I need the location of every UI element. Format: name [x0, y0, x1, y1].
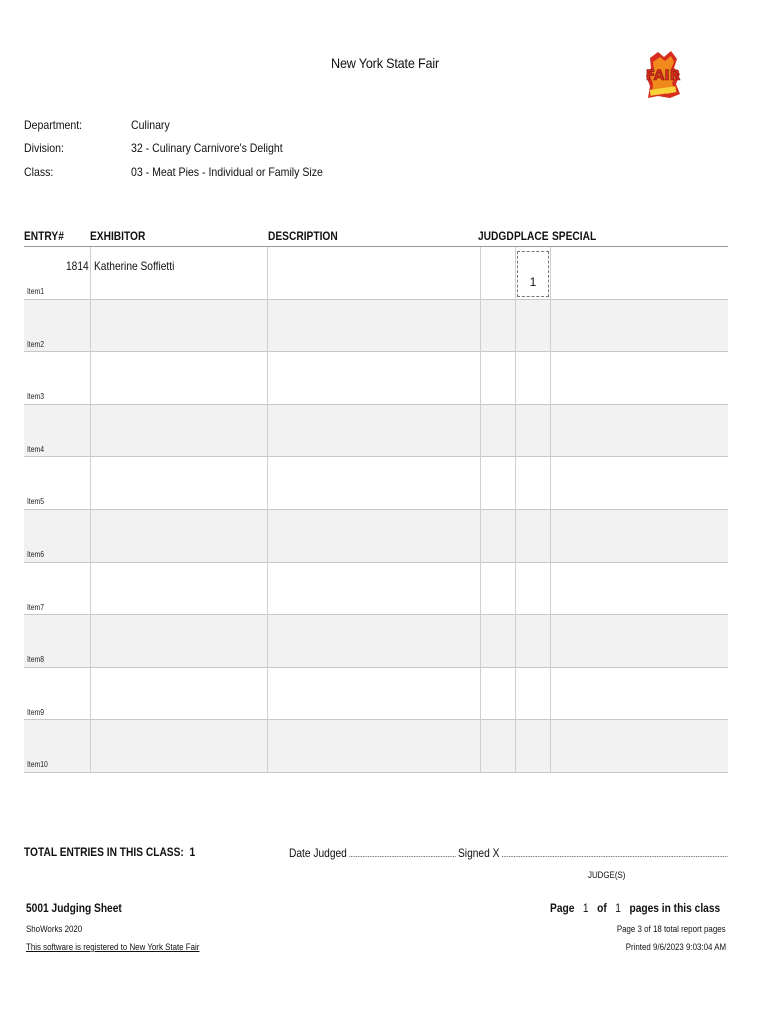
page-total: 1: [615, 901, 621, 915]
table-row: [24, 457, 728, 510]
total-label: TOTAL ENTRIES IN THIS CLASS:: [24, 845, 184, 859]
table-row: [24, 563, 728, 616]
total-entries-label: [24, 845, 195, 859]
division-value: 32 - Culinary Carnivore's Delight: [131, 141, 283, 155]
column-divider: [267, 247, 268, 773]
total-value: 1: [189, 845, 196, 859]
table-row: [24, 668, 728, 721]
item-label: Item7: [27, 602, 45, 612]
registration-note: This software is registered to New York State Fair: [26, 942, 200, 952]
column-divider: [515, 247, 516, 773]
item-label: Item2: [27, 339, 45, 349]
pages-in-class: pages in this class: [629, 901, 720, 915]
table-row: [24, 352, 728, 405]
table-row: [24, 300, 728, 353]
col-judgd: JUDGD: [478, 229, 514, 243]
column-divider: [90, 247, 91, 773]
table-row: [24, 405, 728, 458]
place-value: [517, 251, 549, 297]
exhibitor-name: Katherine Soffietti: [94, 259, 175, 273]
department-label: Department:: [24, 118, 83, 132]
date-judged-line[interactable]: [350, 856, 456, 857]
sheet-title: 5001 Judging Sheet: [26, 901, 122, 915]
item-label: Item10: [27, 760, 48, 770]
fair-logo-icon: [644, 50, 682, 100]
item-label: Item9: [27, 707, 45, 717]
judges-label: JUDGE(S): [588, 870, 626, 880]
class-value: 03 - Meat Pies - Individual or Family Size: [131, 165, 323, 179]
svg-text:FAIR: FAIR: [645, 68, 681, 84]
department-value: Culinary: [131, 118, 170, 132]
printed-timestamp: Printed 9/6/2023 9:03:04 AM: [625, 942, 726, 952]
col-exhibitor: EXHIBITOR: [90, 229, 146, 243]
class-label: Class:: [24, 165, 54, 179]
column-divider: [480, 247, 481, 773]
col-place: PLACE: [514, 229, 549, 243]
of-word: of: [596, 901, 607, 915]
date-judged-label: Date Judged: [289, 846, 347, 860]
page-indicator: [550, 901, 720, 915]
signature-line[interactable]: [502, 856, 727, 857]
item-label: Item4: [27, 444, 45, 454]
column-divider: [550, 247, 551, 773]
signed: [458, 846, 727, 860]
table-row: [24, 247, 728, 300]
item-label: Item5: [27, 497, 45, 507]
division-label: Division:: [24, 141, 64, 155]
entry-number: 1814: [66, 259, 89, 273]
col-description: DESCRIPTION: [268, 229, 338, 243]
table-row: [24, 510, 728, 563]
entries-table: [24, 247, 728, 773]
software-name: ShoWorks 2020: [26, 924, 83, 934]
col-entry: ENTRY#: [24, 229, 64, 243]
report-pages: Page 3 of 18 total report pages: [617, 924, 726, 934]
date-judged: [289, 846, 456, 860]
page-title: New York State Fair: [331, 55, 439, 71]
col-special: SPECIAL: [552, 229, 597, 243]
item-label: Item6: [27, 550, 45, 559]
page-num: 1: [582, 901, 589, 915]
table-row: [24, 720, 728, 773]
signed-label: Signed X: [458, 846, 500, 860]
page-word: Page: [549, 901, 575, 915]
item-label: Item3: [27, 392, 45, 402]
table-row: [24, 615, 728, 668]
item-label: Item1: [27, 287, 45, 296]
place-text: 1: [529, 275, 537, 289]
item-label: Item8: [27, 655, 45, 665]
